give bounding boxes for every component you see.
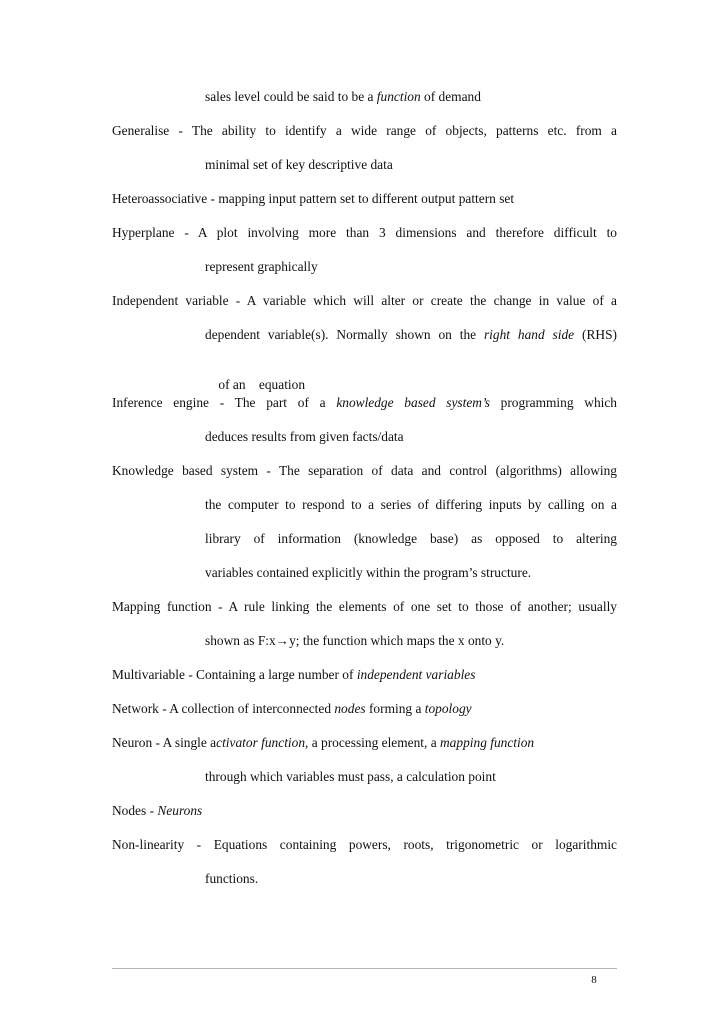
mapping-function-entry-continuation: shown as F:x→y; the function which maps the x onto y. <box>205 633 505 648</box>
heteroassociative-entry: Heteroassociative - mapping input pattern set to different output pattern set <box>112 191 515 206</box>
non-linearity-entry: Non-linearity - Equations containing powers, roots, trigonometric or logarithmic <box>112 837 617 852</box>
neuron-entry-continuation: through which variables must pass, a calculation point <box>205 769 496 784</box>
mapping-function-entry: Mapping function - A rule linking the elements of one set to those of another; usually <box>112 599 617 614</box>
inference-engine-entry-continuation: deduces results from given facts/data <box>205 429 404 444</box>
generalise-entry-continuation: minimal set of key descriptive data <box>205 157 393 172</box>
hyperplane-entry-continuation: represent graphically <box>205 259 318 274</box>
function-entry-continuation: sales level could be said to be a function of demand <box>205 89 481 104</box>
inference-engine-entry: Inference engine - The part of a knowledge based system’s programming which <box>112 395 617 410</box>
network-entry: Network - A collection of interconnected nodes forming a topology <box>112 701 472 716</box>
hyperplane-entry: Hyperplane - A plot involving more than 3 dimensions and therefore difficult to <box>112 225 617 240</box>
footer-divider <box>112 968 617 969</box>
multivariable-entry: Multivariable - Containing a large number of independent variables <box>112 667 476 682</box>
independent-variable-entry: Independent variable - A variable which will alter or create the change in value of a <box>112 293 617 308</box>
page-number: 8 <box>591 974 597 986</box>
generalise-entry: Generalise - The ability to identify a wide range of objects, patterns etc. from a <box>112 123 617 138</box>
neuron-entry: Neuron - A single activator function, a processing element, a mapping function <box>112 735 535 750</box>
non-linearity-entry-continuation: functions. <box>205 871 259 886</box>
independent-variable-entry-continuation-1: dependent variable(s). Normally shown on the right hand side (RHS) <box>205 327 617 342</box>
knowledge-based-system-entry-continuation-3: variables contained explicitly within the program’s structure. <box>205 565 532 580</box>
independent-variable-entry-continuation-2: of an equation <box>218 377 306 392</box>
knowledge-based-system-entry-continuation-1: the computer to respond to a series of differing inputs by calling on a <box>205 497 617 512</box>
nodes-entry: Nodes - Neurons <box>112 803 203 818</box>
knowledge-based-system-entry: Knowledge based system - The separation of data and control (algorithms) allowing <box>112 463 617 478</box>
knowledge-based-system-entry-continuation-2: library of information (knowledge base) as opposed to altering <box>205 531 617 546</box>
